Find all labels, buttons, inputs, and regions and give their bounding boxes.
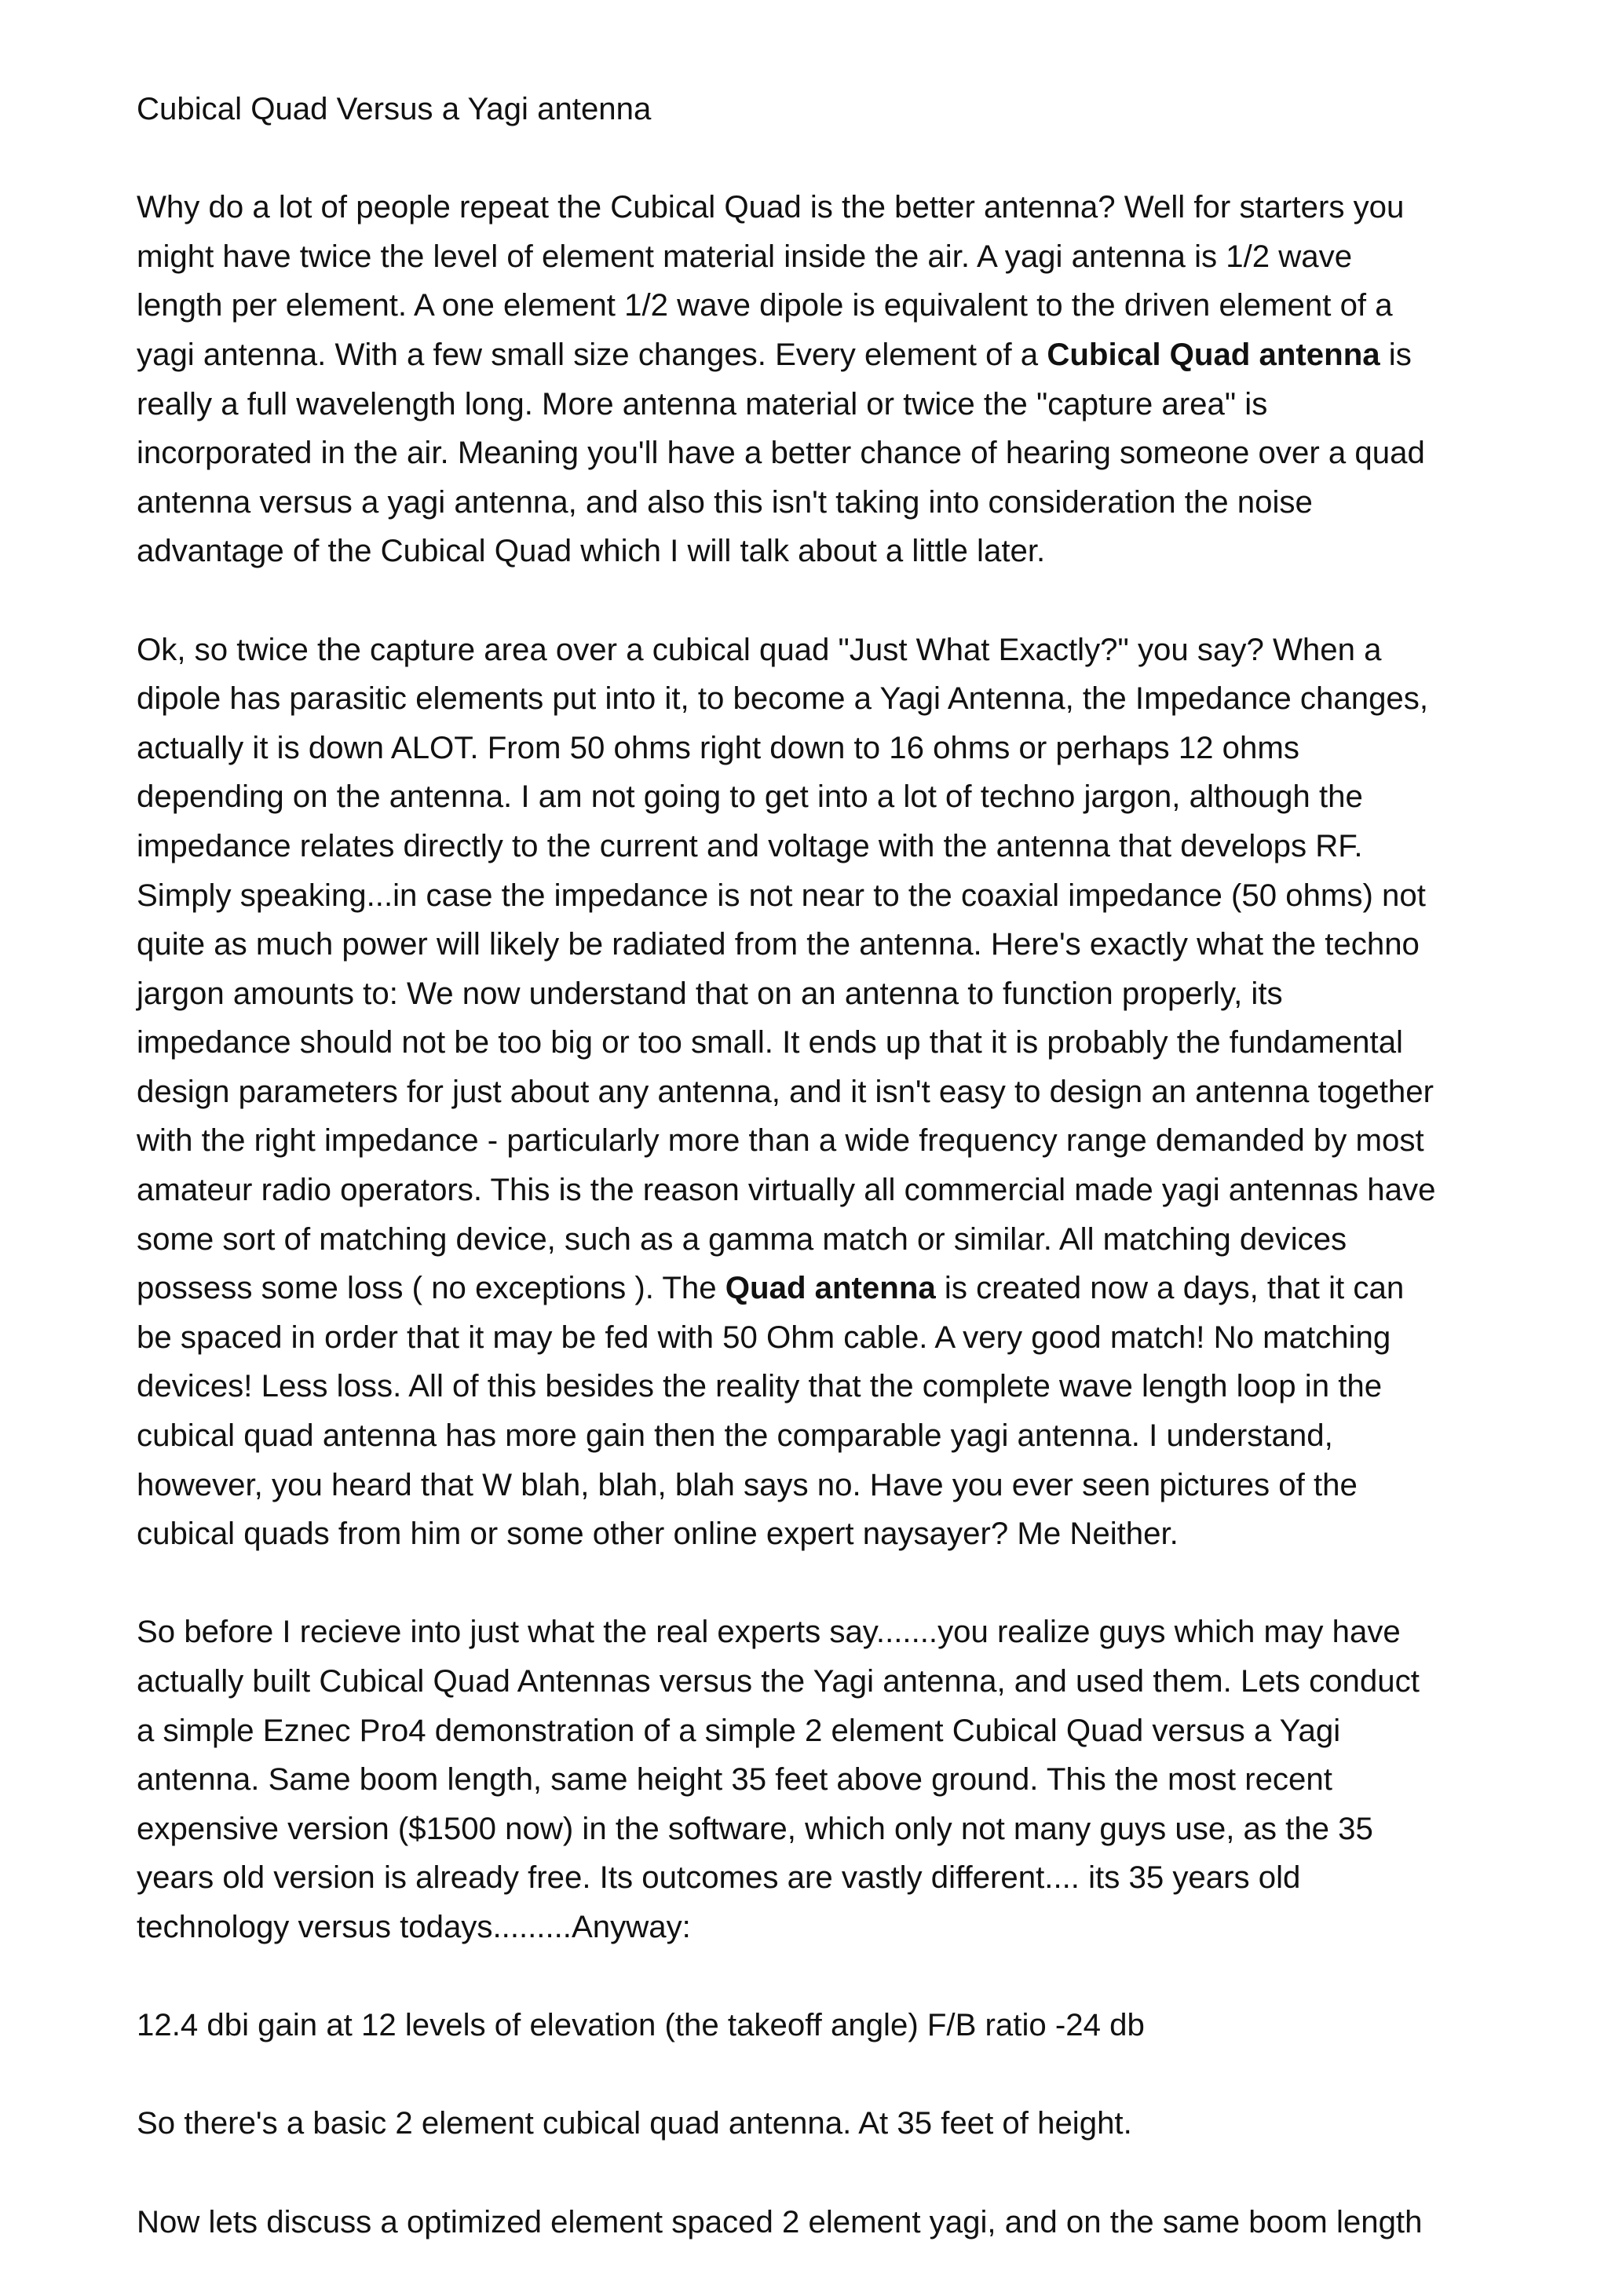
text-line (137, 1166, 1487, 1215)
text-run: some sort of matching device, such as a gamma match or similar. All matching devices (137, 1221, 1347, 1257)
text-run: impedance relates directly to the current and voltage with the antenna that develops RF. (137, 827, 1363, 863)
text-line (137, 2099, 1487, 2148)
text-line (137, 626, 1487, 675)
text-run: antenna versus a yagi antenna, and also this isn't taking into consideration the noise (137, 484, 1313, 520)
text-line (137, 429, 1487, 478)
text-line (137, 1116, 1487, 1166)
text-line (137, 969, 1487, 1019)
text-run: cubical quad antenna has more gain then the comparable yagi antenna. I understand, (137, 1418, 1333, 1454)
text-run: be spaced in order that it may be fed with 50 Ohm cable. A very good match! No matching (137, 1319, 1391, 1355)
text-line (137, 281, 1487, 330)
text-line (137, 1509, 1487, 1559)
text-line (137, 1362, 1487, 1411)
text-line (137, 1903, 1487, 1952)
document-title: Cubical Quad Versus a Yagi antenna (137, 91, 652, 126)
bold-keyword: Quad antenna (725, 1270, 936, 1306)
text-line (137, 2001, 1487, 2050)
text-run: really a full wavelength long. More antenna material or twice the "capture area" is (137, 385, 1268, 422)
paragraph (137, 626, 1487, 1559)
text-run: quite as much power will likely be radiated from the antenna. Here's exactly what the techno (137, 926, 1420, 962)
text-line (137, 330, 1487, 380)
paragraph (137, 2099, 1487, 2148)
text-run: Simply speaking...in case the impedance is not near to the coaxial impedance (50 ohms) not (137, 877, 1426, 913)
text-run: dipole has parasitic elements put into it, to become a Yagi Antenna, the Impedance changes, (137, 681, 1429, 717)
paragraph (137, 183, 1487, 576)
text-run: antenna. Same boom length, same height 35 feet above ground. This the most recent (137, 1761, 1332, 1798)
text-run: actually it is down ALOT. From 50 ohms right down to 16 ohms or perhaps 12 ohms (137, 729, 1299, 765)
text-run: actually built Cubical Quad Antennas versus the Yagi antenna, and used them. Lets conduct (137, 1663, 1420, 1699)
text-line (137, 478, 1487, 527)
text-run: is created now a days, that it can (935, 1270, 1405, 1306)
document-body (137, 183, 1487, 2247)
text-run: with the right impedance - particularly more than a wide frequency range demanded by most (137, 1122, 1424, 1159)
text-run: Ok, so twice the capture area over a cubical quad "Just What Exactly?" you say? When a (137, 631, 1382, 667)
text-line (137, 724, 1487, 773)
text-run: Now lets discuss a optimized element spaced 2 element yagi, and on the same boom length (137, 2203, 1423, 2239)
text-run: 12.4 dbi gain at 12 levels of elevation (the takeoff angle) F/B ratio -24 db (137, 2007, 1145, 2043)
text-run: Why do a lot of people repeat the Cubical Quad is the better antenna? Well for starters you (137, 189, 1405, 225)
text-run: however, you heard that W blah, blah, blah says no. Have you ever seen pictures of the (137, 1466, 1358, 1502)
text-run: devices! Less loss. All of this besides the reality that the complete wave length loop in the (137, 1368, 1383, 1404)
text-run: might have twice the level of element material inside the air. A yagi antenna is 1/2 wave (137, 238, 1353, 274)
text-line (137, 1264, 1487, 1313)
text-run: is (1380, 336, 1412, 372)
text-run: impedance should not be too big or too small. It ends up that it is probably the fundamental (137, 1024, 1403, 1060)
text-line (137, 871, 1487, 921)
text-line (137, 1215, 1487, 1265)
text-run: length per element. A one element 1/2 wave dipole is equivalent to the driven element of a (137, 287, 1393, 323)
text-run: jargon amounts to: We now understand that on an antenna to function properly, its (137, 975, 1283, 1011)
text-line (137, 1706, 1487, 1756)
text-line (137, 674, 1487, 724)
text-line (137, 1461, 1487, 1510)
text-line (137, 920, 1487, 969)
text-line (137, 772, 1487, 822)
text-run: technology versus todays.........Anyway: (137, 1908, 691, 1944)
text-line (137, 1068, 1487, 1117)
text-run: a simple Eznec Pro4 demonstration of a simple 2 element Cubical Quad versus a Yagi (137, 1712, 1341, 1748)
text-line (137, 527, 1487, 576)
text-line (137, 183, 1487, 232)
text-line (137, 1411, 1487, 1461)
bold-keyword: Cubical Quad antenna (1047, 336, 1380, 372)
paragraph (137, 2198, 1487, 2247)
text-run: depending on the antenna. I am not going to get into a lot of techno jargon, although the (137, 779, 1363, 815)
text-line (137, 380, 1487, 429)
text-run: amateur radio operators. This is the reason virtually all commercial made yagi antennas have (137, 1172, 1436, 1208)
text-run: advantage of the Cubical Quad which I will talk about a little later. (137, 533, 1046, 569)
text-run: incorporated in the air. Meaning you'll have a better chance of hearing someone over a quad (137, 435, 1425, 471)
text-run: So before I recieve into just what the real experts say.......you realize guys which may have (137, 1614, 1401, 1650)
text-line (137, 1313, 1487, 1363)
text-run: yagi antenna. With a few small size changes. Every element of a (137, 336, 1047, 372)
text-line (137, 1853, 1487, 1903)
text-line (137, 2198, 1487, 2247)
text-line (137, 1018, 1487, 1068)
text-run: design parameters for just about any antenna, and it isn't easy to design an antenna together (137, 1073, 1434, 1109)
text-run: years old version is already free. Its outcomes are vastly different.... its 35 years old (137, 1860, 1301, 1896)
paragraph (137, 2001, 1487, 2050)
text-run: possess some loss ( no exceptions ). The (137, 1270, 725, 1306)
text-run: cubical quads from him or some other online expert naysayer? Me Neither. (137, 1516, 1179, 1552)
paragraph (137, 1608, 1487, 1951)
text-line (137, 822, 1487, 871)
document-page (137, 85, 1487, 2296)
text-line (137, 1805, 1487, 1854)
text-run: expensive version ($1500 now) in the software, which only not many guys use, as the 35 (137, 1810, 1373, 1846)
text-line (137, 1608, 1487, 1657)
text-line (137, 232, 1487, 282)
text-line (137, 1657, 1487, 1706)
text-line (137, 1755, 1487, 1805)
text-run: So there's a basic 2 element cubical quad antenna. At 35 feet of height. (137, 2105, 1132, 2141)
